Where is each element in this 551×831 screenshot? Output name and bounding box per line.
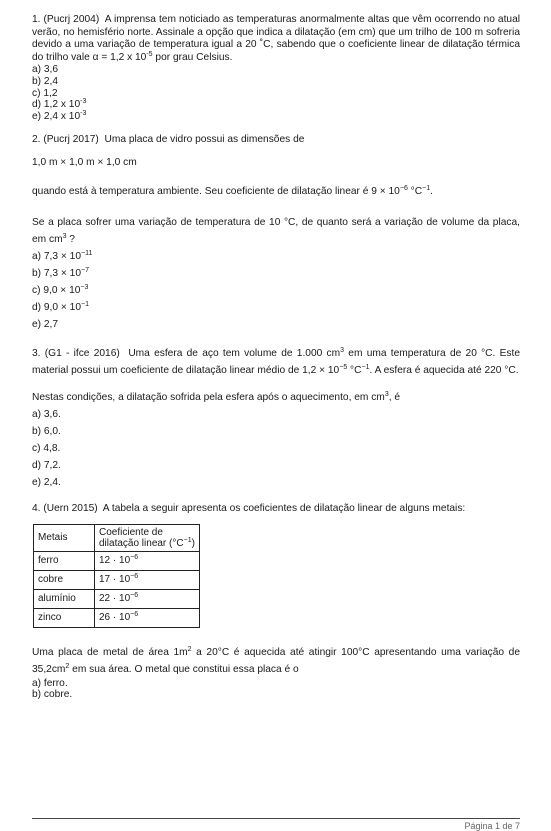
- page-number: Página 1 de 7: [464, 821, 520, 831]
- question-4-options: [32, 678, 520, 701]
- question-2-dimensions: 1,0 m × 1,0 m × 1,0 cm: [32, 156, 137, 168]
- coefficients-table: [33, 524, 200, 628]
- table-header-metal: Metais: [34, 524, 95, 551]
- option-d[interactable]: d) 7,2.: [32, 460, 61, 472]
- option-e[interactable]: e) 2,4.: [32, 477, 61, 489]
- table-row: ferro $12 \cdot 10^{-6}$: [34, 551, 200, 570]
- option-a[interactable]: a) ferro.: [32, 677, 68, 689]
- question-1: [32, 14, 520, 122]
- question-3-statement: 3. (G1 - ifce 2016) Uma esfera de aço tem volume de 1.000 $cm^3$ em uma temperatura de 20 °C. Este material possui um coeficiente de dilatação linear médio de $1,2 \times 10^{-5}$ $^\circ C^{-1}$. A esfera é aquecida até 220 °C.: [32, 347, 521, 377]
- table-header-coefficient: Coeficiente de dilatação linear $(^\circ C^{-1})$: [95, 524, 200, 551]
- option-c[interactable]: c) 1,2: [32, 87, 58, 99]
- question-2-coefficient: quando está à temperatura ambiente. Seu coeficiente de dilatação linear é $9 \times 10^{-6}$ $^\circ C^{-1}$.: [32, 184, 433, 197]
- question-1-header: 1. (Pucrj 2004): [32, 14, 100, 25]
- footer-divider: [32, 818, 520, 819]
- option-c[interactable]: c) $9,0 \times 10^{-3}$: [32, 284, 89, 297]
- option-d[interactable]: d) 1,2 x $10^{-3}$: [32, 98, 87, 111]
- option-a[interactable]: a) 3,6: [32, 64, 59, 76]
- question-2-question: Se a placa sofrer uma variação de temperatura de 10 °C, de quanto será a variação de volume da placa, em $cm^3$ ?: [32, 217, 520, 246]
- question-3-options: [32, 406, 520, 491]
- option-a[interactable]: a) $7,3 \times 10^{-11}$: [32, 250, 93, 263]
- question-2: [32, 134, 520, 333]
- question-3-header: 3. (G1 - ifce 2016): [32, 348, 120, 360]
- table-row: alumínio $22 \cdot 10^{-6}$: [34, 589, 200, 608]
- document-page: [32, 14, 520, 713]
- option-b[interactable]: b) 6,0.: [32, 426, 61, 438]
- question-1-options: [32, 64, 520, 122]
- option-b[interactable]: b) $7,3 \times 10^{-7}$: [32, 267, 89, 280]
- option-a[interactable]: a) 3,6.: [32, 409, 61, 421]
- question-4-question: Uma placa de metal de área $1m^2$ a 20°C é aquecida até atingir 100°C apresentando uma variação de $35,2cm^2$ em sua área. O metal que constitui essa placa é o: [32, 645, 520, 675]
- option-e[interactable]: e) 2,4 x $10^{-3}$: [32, 109, 87, 122]
- question-3-question: Nestas condições, a dilatação sofrida pela esfera após o aquecimento, em $cm^3$, é: [32, 391, 401, 404]
- option-d[interactable]: d) $9,0 \times 10^{-1}$: [32, 301, 89, 314]
- option-b[interactable]: b) cobre.: [32, 689, 73, 701]
- table-header-row: [34, 524, 200, 551]
- question-3: [32, 345, 520, 491]
- question-4-statement: 4. (Uern 2015) A tabela a seguir apresenta os coeficientes de dilatação linear de alguns metais:: [32, 503, 466, 515]
- option-e[interactable]: e) 2,7: [32, 319, 59, 331]
- question-2-header: 2. (Pucrj 2017): [32, 134, 99, 146]
- question-1-statement: 1. (Pucrj 2004) A imprensa tem noticiado as temperaturas anormalmente altas que vêm ocorrendo no atual verão, no hemisfério norte. Assinale a opção que indica a dilatação (em cm) que um trilho de 100 m sofreria devido a uma variação de temperatura igual a 20 ˚C, sabendo que o coeficiente linear de dilatação térmica do trilho vale α = 1,2 x $10^{-5}$ por grau Celsius.: [32, 14, 520, 63]
- question-4-header: 4. (Uern 2015): [32, 503, 98, 515]
- question-2-options: [32, 248, 520, 333]
- table-row: cobre $17 \cdot 10^{-6}$: [34, 570, 200, 589]
- question-4: [32, 503, 520, 701]
- question-2-statement: 2. (Pucrj 2017) Uma placa de vidro possui as dimensões de: [32, 134, 305, 146]
- table-row: zinco $26 \cdot 10^{-6}$: [34, 608, 200, 627]
- option-b[interactable]: b) 2,4: [32, 75, 59, 87]
- option-c[interactable]: c) 4,8.: [32, 443, 61, 455]
